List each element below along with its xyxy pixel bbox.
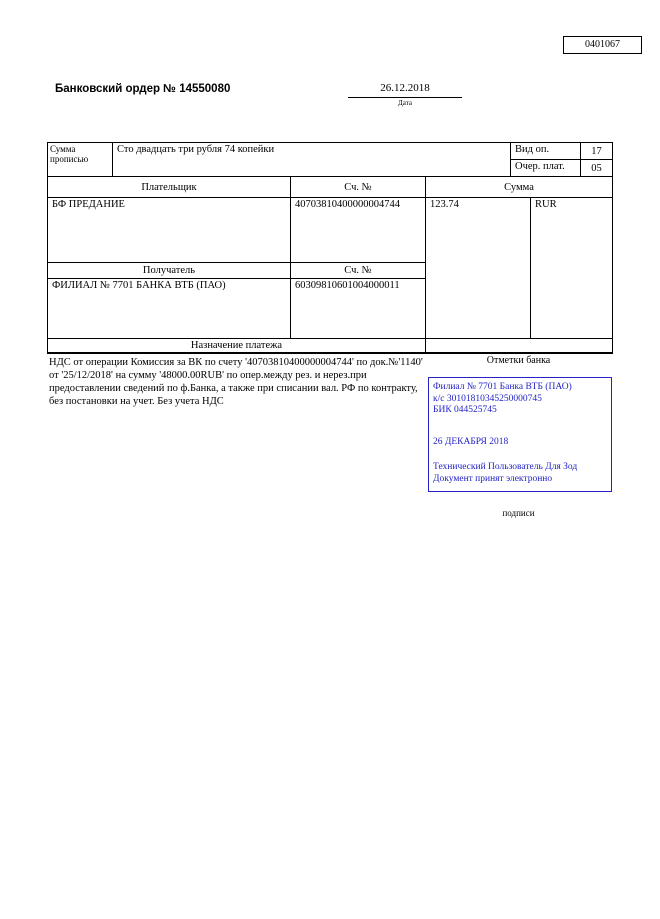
stamp-bik: БИК 044525745 bbox=[433, 405, 497, 415]
order-table bbox=[47, 142, 613, 354]
stamp-branch: Филиал № 7701 Банка ВТБ (ПАО) bbox=[433, 382, 572, 392]
amount-words-label: Сумма прописью bbox=[48, 143, 113, 177]
document-title: Банковский ордер № 14550080 bbox=[55, 83, 231, 95]
payer-label: Плательщик bbox=[48, 177, 291, 198]
bank-marks-label: Отметки банка bbox=[486, 355, 551, 366]
date-label: Дата bbox=[398, 99, 412, 107]
payment-order-value: 05 bbox=[581, 160, 613, 177]
amount-value: 123.74 bbox=[426, 198, 531, 339]
stamp-date: 26 ДЕКАБРЯ 2018 bbox=[433, 436, 509, 447]
payer-account-label: Сч. № bbox=[291, 177, 426, 198]
payment-order-label: Очер. плат. bbox=[511, 160, 581, 177]
purpose-label-empty-cell bbox=[426, 339, 613, 354]
payer-account: 40703810400000004744 bbox=[291, 198, 426, 263]
purpose-label: Назначение платежа bbox=[48, 339, 426, 354]
op-type-label: Вид оп. bbox=[511, 143, 581, 160]
amount-words-value: Сто двадцать три рубля 74 копейки bbox=[113, 143, 511, 177]
signatures-label: подписи bbox=[502, 508, 535, 518]
form-code-box: 0401067 bbox=[563, 36, 642, 54]
stamp-user: Технический Пользователь Для Зод bbox=[433, 462, 578, 472]
amount-label: Сумма bbox=[426, 177, 613, 198]
payee-account-label: Сч. № bbox=[291, 263, 426, 279]
stamp-corr-account: к/с 30101810345250000745 bbox=[433, 393, 542, 404]
bank-stamp-box bbox=[428, 377, 612, 492]
currency-value: RUR bbox=[531, 198, 613, 339]
purpose-text: НДС от операции Комиссия за ВК по счету '40703810400000004744' по док.№'1140' от '25/12/2018' на сумму '48000.00RUB' по опер.между рез. и нерез.при предоставлении сведений по ф.Банка, а также при списании вал. РФ по контракту, без постановки на учет. Без учета НДС bbox=[49, 357, 423, 407]
date-block bbox=[348, 82, 462, 107]
payee-label: Получатель bbox=[48, 263, 291, 279]
payee-account: 60309810601004000011 bbox=[291, 279, 426, 339]
stamp-accepted: Документ принят электронно bbox=[433, 473, 553, 484]
date-value: 26.12.2018 bbox=[348, 82, 462, 98]
payee-name: ФИЛИАЛ № 7701 БАНКА ВТБ (ПАО) bbox=[48, 279, 291, 339]
payer-name: БФ ПРЕДАНИЕ bbox=[48, 198, 291, 263]
op-type-value: 17 bbox=[581, 143, 613, 160]
